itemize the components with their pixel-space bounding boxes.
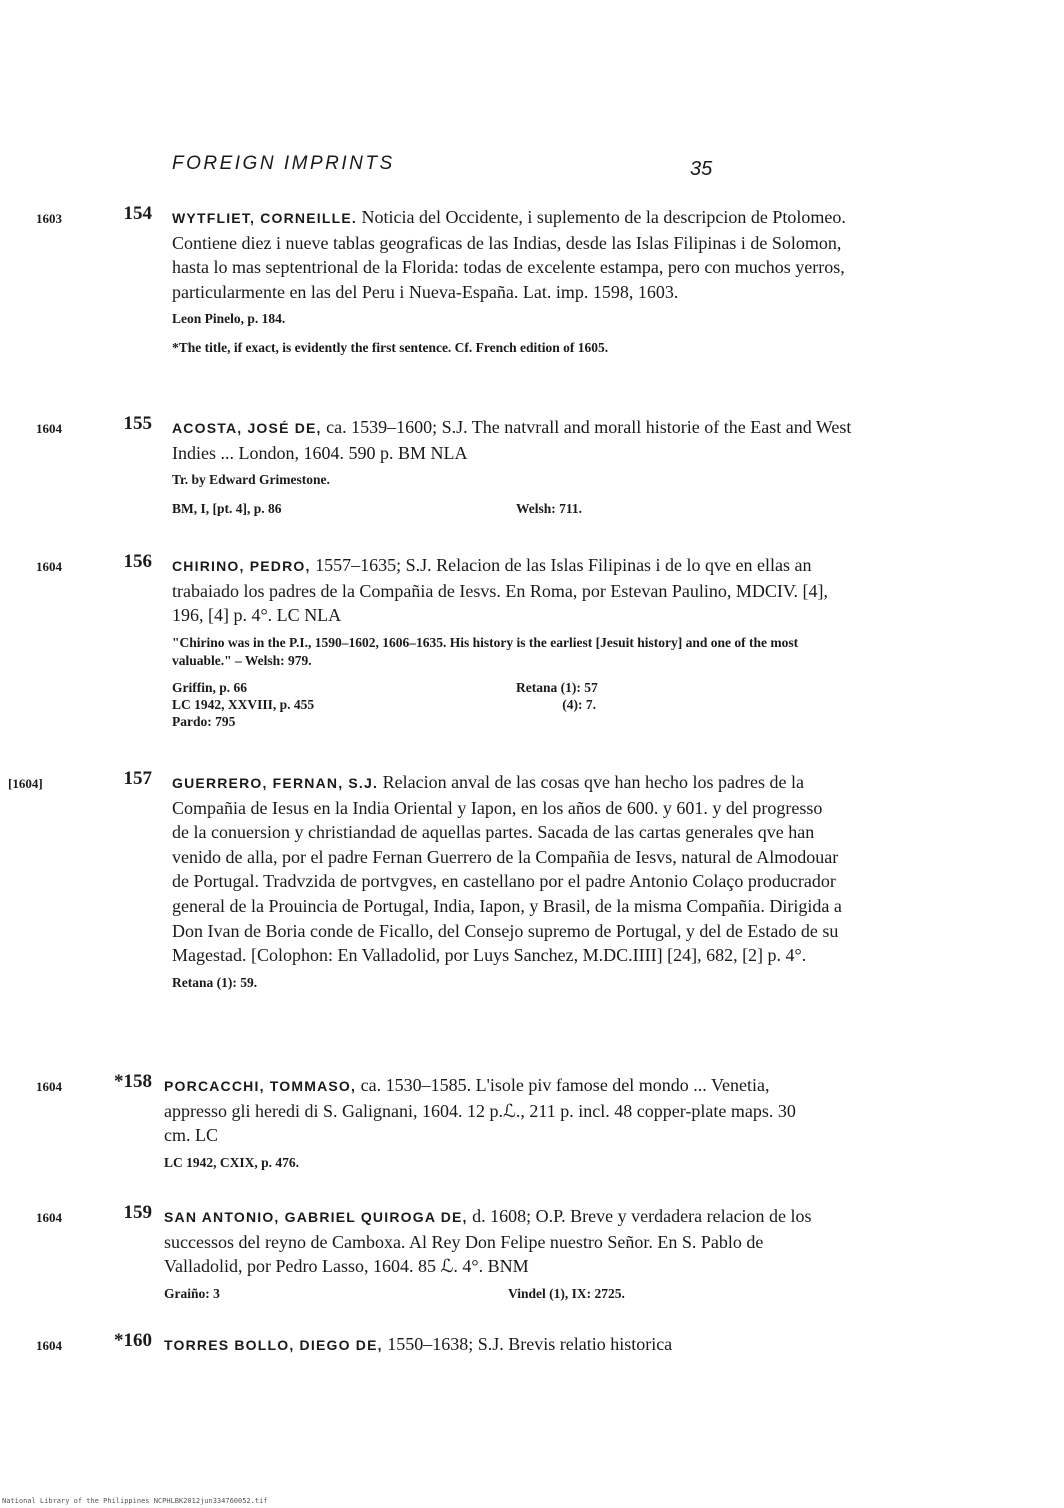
entry-citation [172,415,852,465]
entry-note: LC 1942, CXIX, p. 476. [164,1154,300,1170]
entry-author: GUERRERO, FERNAN, S.J. [172,775,379,791]
entry-body [172,553,852,730]
entry-refs [172,500,852,517]
entry-citation [172,205,852,304]
ref-left: LC 1942, XXVIII, p. 455 [172,696,315,712]
entry-text: 1550–1638; S.J. Brevis relatio historica [387,1334,673,1354]
entry-refs [172,713,852,730]
entry-author: CHIRINO, PEDRO, [172,558,311,574]
ref-left: Graiño: 3 [164,1285,220,1301]
entry-number: 155 [123,413,152,434]
ref-right: Vindel (1), IX: 2725. [508,1285,625,1301]
entry-number: 156 [123,551,152,572]
entry-body [172,770,842,992]
entry-text: d. 1608; O.P. Breve y verdadera relacion de los successos del reyno de Camboxa. Al Rey Don Felipe nuestro Señor. En S. Pablo de Valladolid, por Pedro Lasso, 1604. 85 ℒ. 4°. BNM [164,1206,812,1277]
entry-year: 1604 [36,1079,62,1094]
entry-text: Relacion anval de las cosas qve han hecho los padres de la Compañia de Iesus en la India Oriental y Iapon, en los años de 600. y 601. y del progresso de la conuersion y christiandad de aquellas partes. Sacada de las cartas generales qve han venido de alla, por el padre Fernan Guerrero de la Compañia de Iesvs, natural de Almodouar de Portugal. Tradvzida de portvgves, en castellano por el padre Antonio Colaço producrador general de la Prouincia de Portugal, India, Iapon, y Brasil, de la misma Compañia. Dirigida a Don Ivan de Boria conde de Ficallo, del Consejo supremo de Portugal, y del de Estado de su Magestad. [Colophon: En Valladolid, por Luys Sanchez, M.DC.IIII] [24], 682, [2] p. 4°. [172,772,842,966]
entry-refs [172,696,852,713]
entry-number: 157 [123,768,152,789]
entry-citation [164,1073,804,1148]
entry-citation [164,1332,814,1358]
scan-footer: National Library of the Philippines NCPHLBK2012jun334760052.tif [2,1497,268,1505]
running-header: FOREIGN IMPRINTS [172,153,395,174]
entry-note: *The title, if exact, is evidently the first sentence. Cf. French edition of 1605. [172,339,609,355]
entry-author: ACOSTA, JOSÉ DE, [172,420,322,436]
entry-text: ca. 1530–1585. L'isole piv famose del mondo ... Venetia, appresso gli heredi di S. Galignani, 1604. 12 p.ℒ., 211 p. incl. 48 copper-plate maps. 30 cm. LC [164,1075,796,1146]
entry-body [164,1332,814,1358]
entry-body [164,1204,814,1302]
entry-text: ca. 1539–1600; S.J. The natvrall and morall historie of the East and West Indies ... London, 1604. 590 p. BM NLA [172,417,852,463]
ref-right: Welsh: 711. [516,500,583,516]
entry-note: Tr. by Edward Grimestone. [172,472,330,488]
ref-left: BM, I, [pt. 4], p. 86 [172,500,282,516]
entry-refs [164,1285,814,1302]
ref-right: (4): 7. [562,696,596,712]
entry-year: 1604 [36,559,62,574]
entry-author: SAN ANTONIO, GABRIEL QUIROGA DE, [164,1209,468,1225]
entry-year: 1604 [36,1338,62,1353]
entry-year: 1604 [36,421,62,436]
entry-note: Retana (1): 59. [172,974,258,990]
entry-year: 1603 [36,211,62,226]
ref-left: Griffin, p. 66 [172,679,248,695]
entry-number: 154 [123,203,152,224]
entry-body [172,205,852,357]
entry-text: Noticia del Occidente, i suplemento de la descripcion de Ptolomeo. Contiene diez i nueve tablas geograficas de las Indias, desde las Islas Filipinas i de Solomon, hasta lo mas septentrional de la Florida: todas de excelente estampa, pero con muchos yerros, particularmente en las del Peru i Nueva-España. Lat. imp. 1598, 1603. [172,207,846,302]
page-number: 35 [690,158,713,180]
entry-note: "Chirino was in the P.I., 1590–1602, 1606–1635. His history is the earliest [Jesuit history] and one of the most valuable." – Welsh: 979. [172,634,799,669]
entry-number: *158 [114,1071,152,1092]
entry-refs [172,679,852,696]
entry-text: 1557–1635; S.J. Relacion de las Islas Filipinas i de lo qve en ellas an trabaiado los padres de la Compañia de Iesvs. En Roma, por Estevan Paulino, MDCIV. [4], 196, [4] p. 4°. LC NLA [172,555,829,626]
entry-author: PORCACCHI, TOMMASO, [164,1078,357,1094]
entry-author: TORRES BOLLO, DIEGO DE, [164,1337,383,1353]
ref-right: Retana (1): 57 [516,679,598,695]
ref-left: Pardo: 795 [172,713,236,729]
entry-author: WYTFLIET, CORNEILLE. [172,210,357,226]
entry-year: [1604] [8,776,43,791]
entry-body [164,1073,804,1172]
entry-citation [164,1204,814,1279]
entry-note: Leon Pinelo, p. 184. [172,311,286,327]
entry-year: 1604 [36,1210,62,1225]
entry-number: *160 [114,1330,152,1351]
entry-citation [172,553,852,628]
entry-body [172,415,852,517]
entry-citation [172,770,842,968]
entry-number: 159 [123,1202,152,1223]
